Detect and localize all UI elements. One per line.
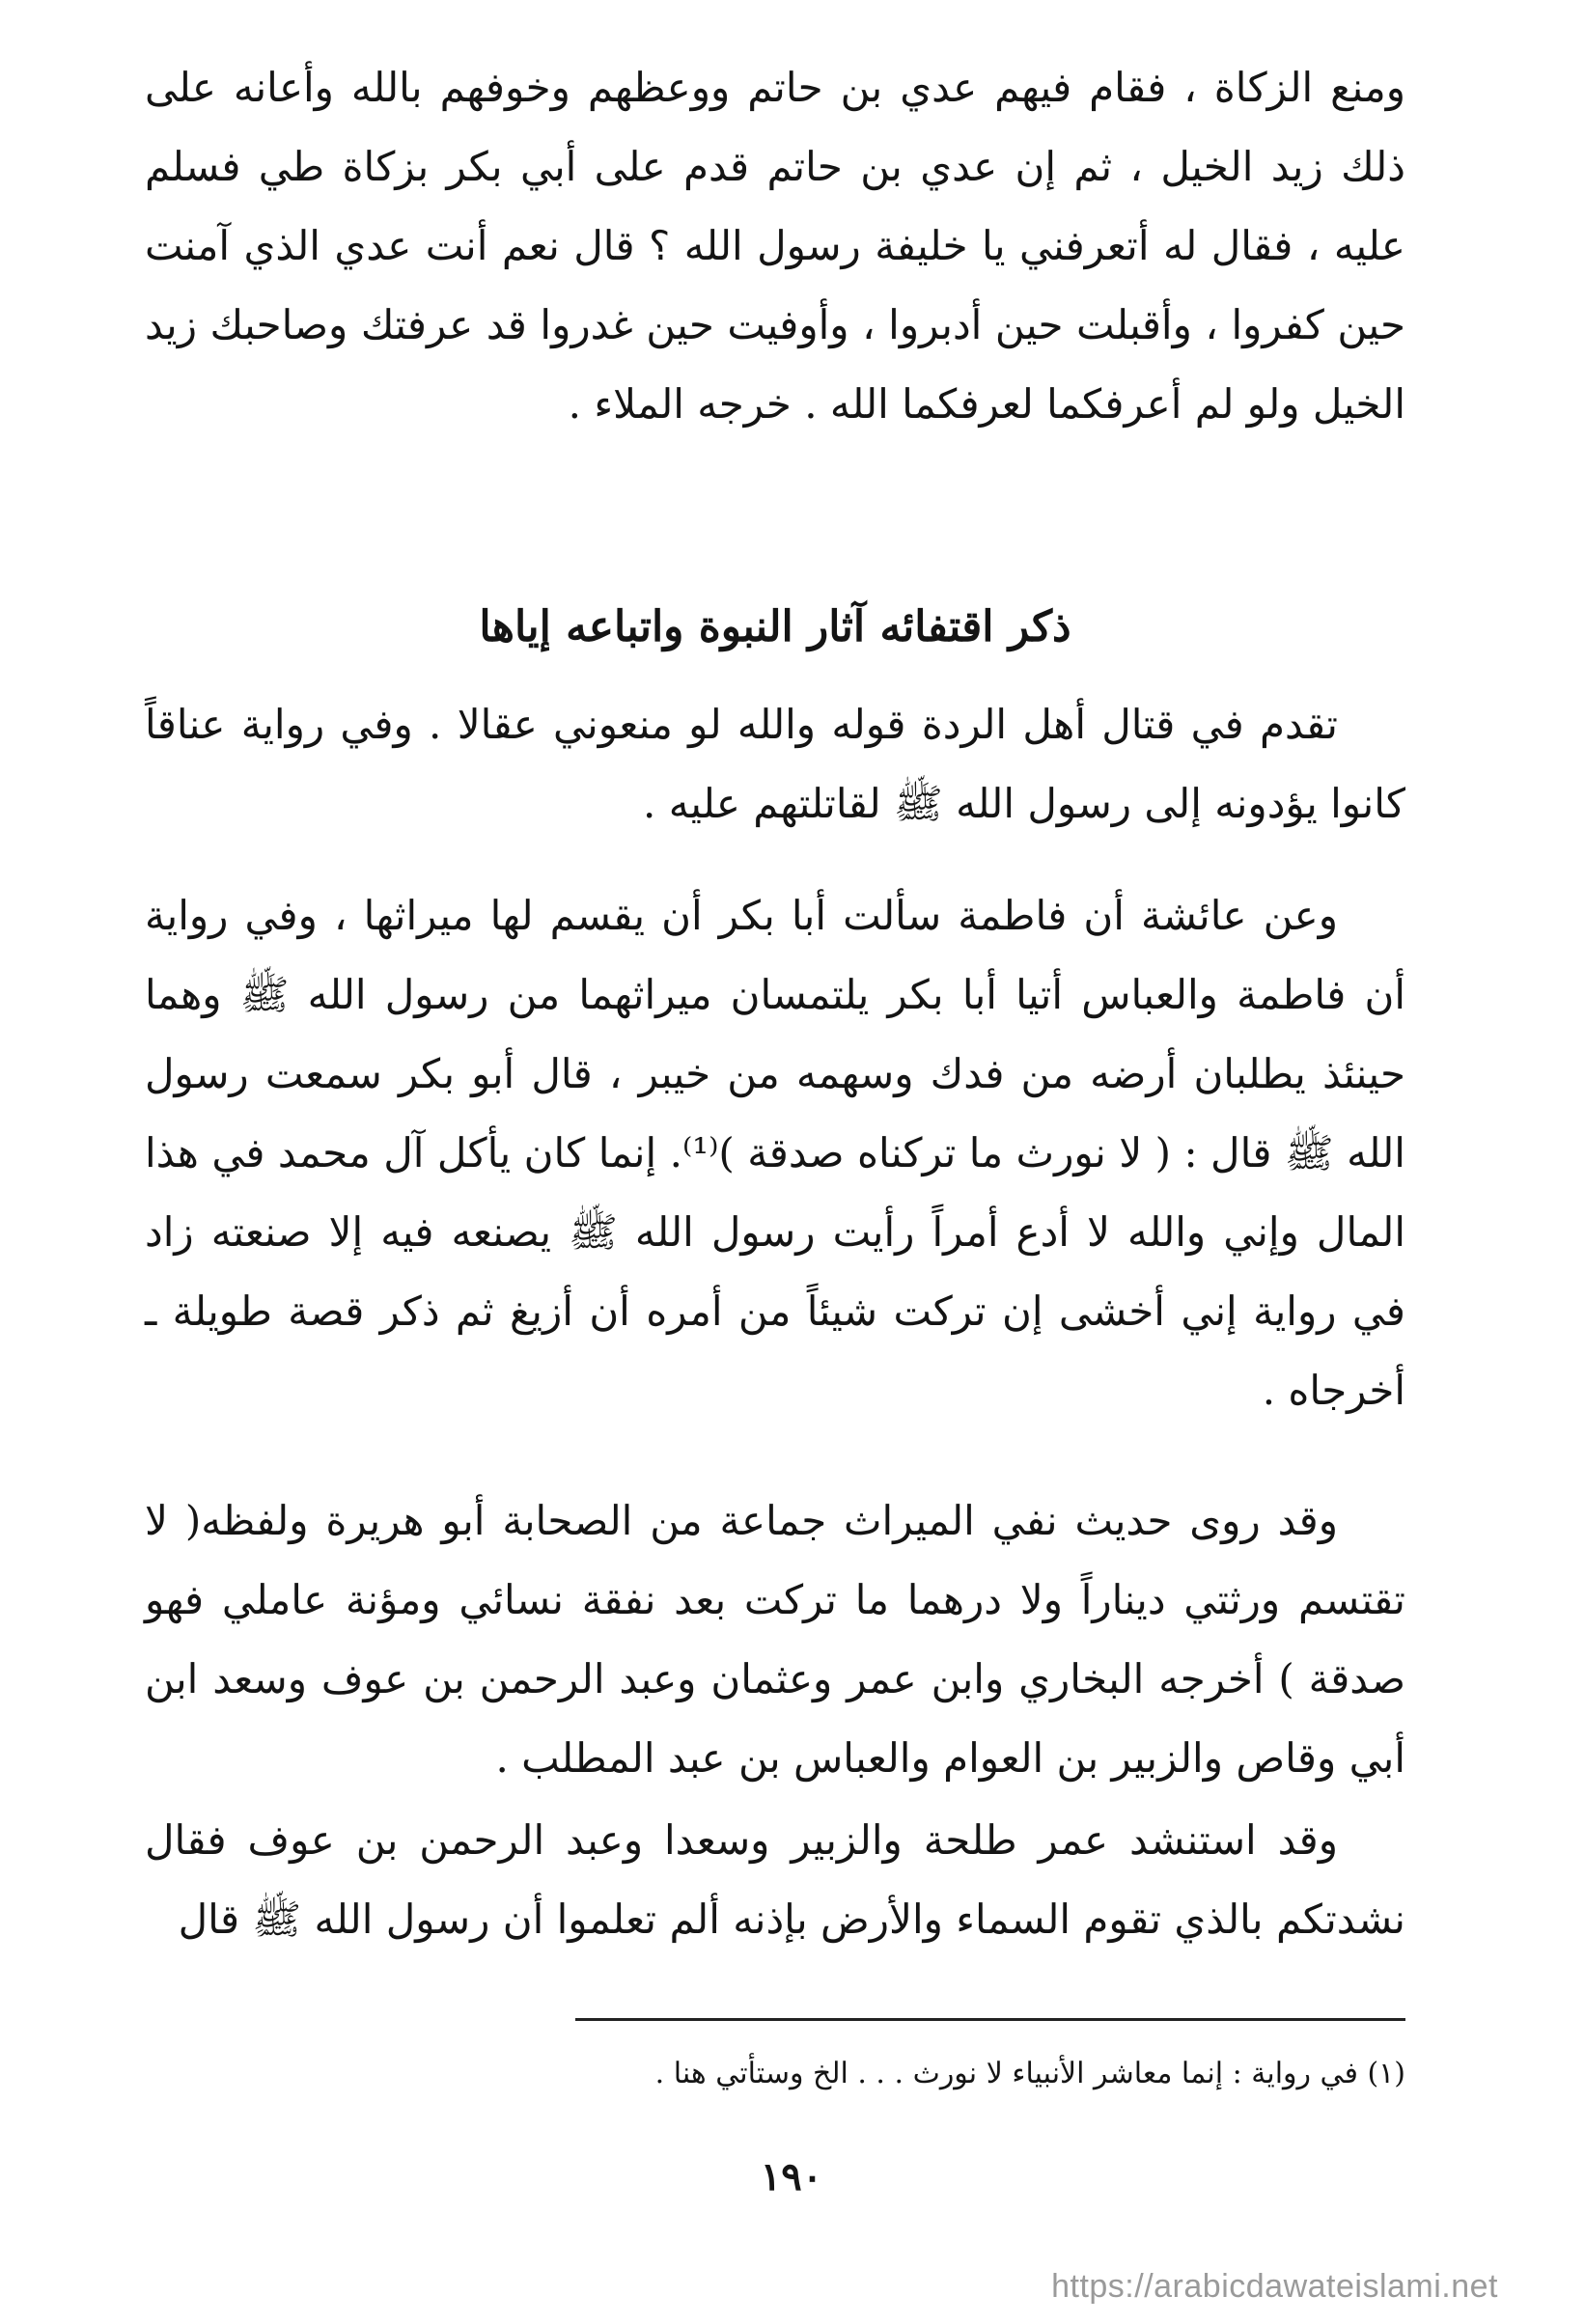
- paragraph-fatima-inheritance: [145, 876, 1405, 1430]
- footnote: (١) في رواية : إنما معاشر الأنبياء لا نورث . . . الخ وستأتي هنا .: [654, 2057, 1405, 2090]
- paragraph-text: وقد استنشد عمر طلحة والزبير وسعدا وعبد الرحمن بن عوف فقال نشدتكم بالذي تقوم السماء والأرض بإذنه ألم تعلموا أن رسول الله ﷺ قال: [145, 1816, 1405, 1943]
- paragraph-umar-oath: [145, 1801, 1405, 1959]
- paragraph-hadith-narrators: [145, 1481, 1405, 1798]
- section-heading: ذكر اقتفائه آثار النبوة واتباعه إياها: [479, 602, 1071, 651]
- watermark-url: https://arabicdawateislami.net: [1051, 2268, 1498, 2305]
- page-number: ١٩٠: [760, 2154, 823, 2200]
- paragraph-text: تقدم في قتال أهل الردة قوله والله لو منعوني عقالا . وفي رواية عناقاً كانوا يؤدونه إلى رسول الله ﷺ لقاتلتهم عليه .: [145, 701, 1405, 827]
- paragraph-text: وعن عائشة أن فاطمة سألت أبا بكر أن يقسم لها ميراثها ، وفي رواية أن فاطمة والعباس أتيا أبا بكر يلتمسان ميراثهما من رسول الله ﷺ وهما حينئذ يطلبان أرضه من فدك وسهمه من خيبر ، قال أبو بكر سمعت رسول الله ﷺ قال : ( لا نورث ما تركناه صدقة )⁽¹⁾. إنما كان يأكل آل محمد في هذا المال وإني والله لا أدع أمراً رأيت رسول الله ﷺ يصنعه فيه إلا صنعته زاد في رواية إني أخشى إن تركت شيئاً من أمره أن أزيغ ثم ذكر قصة طويلة ـ أخرجاه .: [145, 892, 1405, 1414]
- paragraph-apostasy-war: [145, 685, 1405, 844]
- paragraph-text: وقد روى حديث نفي الميراث جماعة من الصحابة أبو هريرة ولفظه( لا تقتسم ورثتي ديناراً ولا درهما ما تركت بعد نفقة نسائي ومؤنة عاملي فهو صدقة ) أخرجه البخاري وابن عمر وعثمان وعبد الرحمن بن عوف وسعد ابن أبي وقاص والزبير بن العوام والعباس بن عبد المطلب .: [145, 1497, 1405, 1782]
- paragraph-text: ومنع الزكاة ، فقام فيهم عدي بن حاتم ووعظهم وخوفهم بالله وأعانه على ذلك زيد الخيل ، ثم إن عدي بن حاتم قدم على أبي بكر بزكاة طي فسلم عليه ، فقال له أتعرفني يا خليفة رسول الله ؟ قال نعم أنت عدي الذي آمنت حين كفروا ، وأقبلت حين أدبروا ، وأوفيت حين غدروا قد عرفتك وصاحبك زيد الخيل ولو لم أعرفكما لعرفكما الله . خرجه الملاء .: [145, 64, 1405, 428]
- footnote-divider: [575, 2018, 1405, 2021]
- paragraph-adi-bin-hatim: [145, 48, 1405, 444]
